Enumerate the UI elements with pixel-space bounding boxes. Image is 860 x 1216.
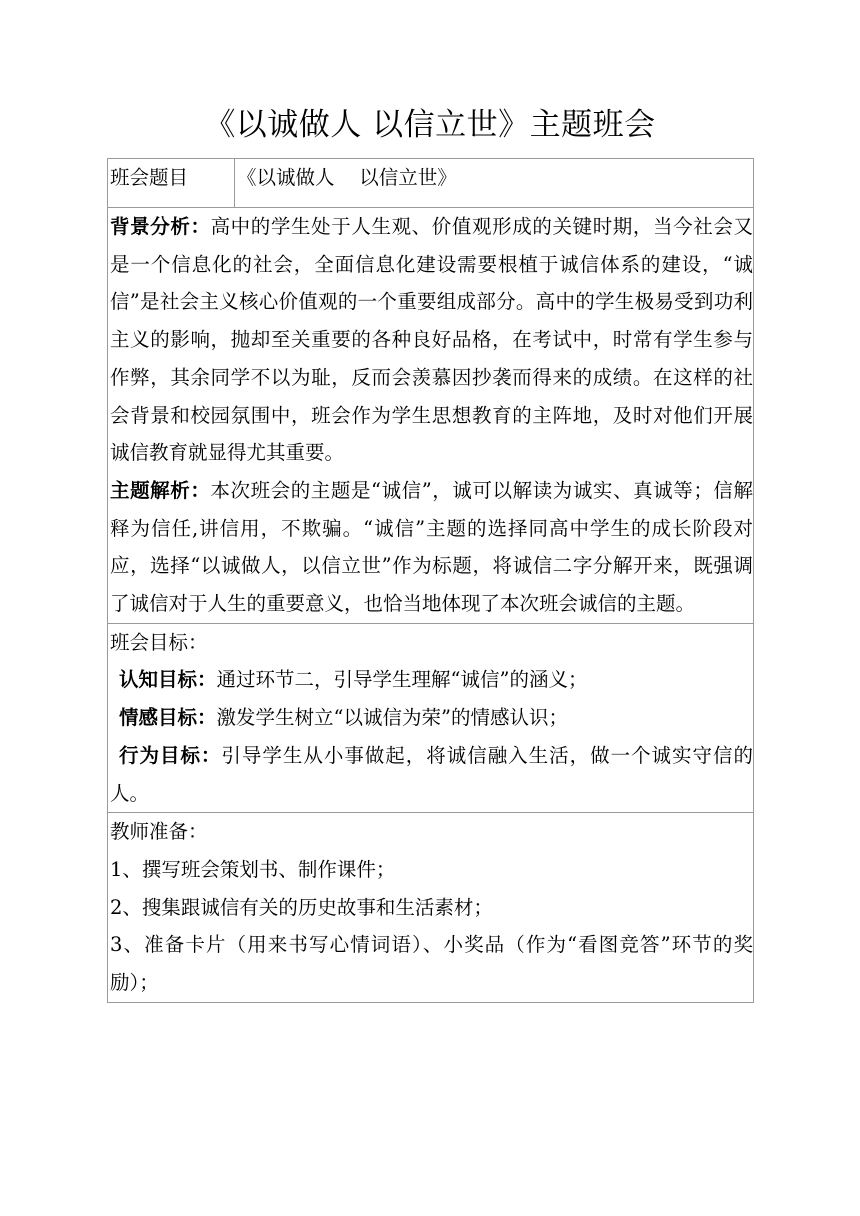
- analysis-row: [108, 208, 754, 624]
- background-heading: 背景分析：: [110, 215, 211, 238]
- goals-heading: 班会目标：: [110, 630, 208, 654]
- document-title: 《以诚做人 以信立世》主题班会: [204, 107, 656, 143]
- prep-item: 3、准备卡片（用来书写心情词语）、小奖品（作为“看图竞答”环节的奖励）；: [110, 933, 753, 995]
- goal-text: 激发学生树立“以诚信为荣”的情感认识；: [216, 706, 568, 730]
- prep-row: [108, 813, 754, 1003]
- prep-heading: 教师准备：: [110, 820, 208, 844]
- analysis-cell: [108, 208, 754, 624]
- goal-label: 情感目标：: [119, 706, 217, 730]
- topic-row: [108, 159, 754, 208]
- goal-item: [110, 661, 753, 699]
- goals-row: [108, 623, 754, 813]
- goals-cell: [108, 623, 754, 813]
- goal-label: 行为目标：: [119, 743, 222, 767]
- prep-item: 1、撰写班会策划书、制作课件；: [110, 857, 396, 881]
- goal-label: 认知目标：: [119, 668, 217, 692]
- theme-heading: 主题解析：: [110, 478, 211, 502]
- prep-cell: [108, 813, 754, 1003]
- class-meeting-plan-table: [107, 158, 754, 1003]
- topic-value: 《以诚做人 以信立世》: [235, 159, 754, 208]
- goal-text: 引导学生从小事做起，将诚信融入生活，做一个诚实守信的人。: [110, 743, 753, 805]
- topic-label: 班会题目: [108, 159, 235, 208]
- goal-item: [110, 699, 753, 737]
- goal-item: [110, 737, 753, 812]
- prep-item: 2、搜集跟诚信有关的历史故事和生活素材；: [110, 895, 493, 919]
- background-text: 高中的学生处于人生观、价值观形成的关键时期，当今社会又是一个信息化的社会，全面信息化建设需要根植于诚信体系的建设，“诚信”是社会主义核心价值观的一个重要组成部分。高中的学生极易受到功利主义的影响，抛却至关重要的各种良好品格，在考试中，时常有学生参与作弊，其余同学不以为耻，反而会羡慕因抄袭而得来的成绩。在这样的社会背景和校园氛围中，班会作为学生思想教育的主阵地，及时对他们开展诚信教育就显得尤其重要。: [110, 215, 753, 465]
- theme-text: 本次班会的主题是“诚信”，诚可以解读为诚实、真诚等；信解释为信任,讲信用，不欺骗。“诚信”主题的选择同高中学生的成长阶段对应，选择“以诚做人，以信立世”作为标题，将诚信二字分解开来，既强调了诚信对于人生的重要意义，也恰当地体现了本次班会诚信的主题。: [110, 478, 753, 616]
- goal-text: 通过环节二，引导学生理解“诚信”的涵义；: [216, 668, 588, 692]
